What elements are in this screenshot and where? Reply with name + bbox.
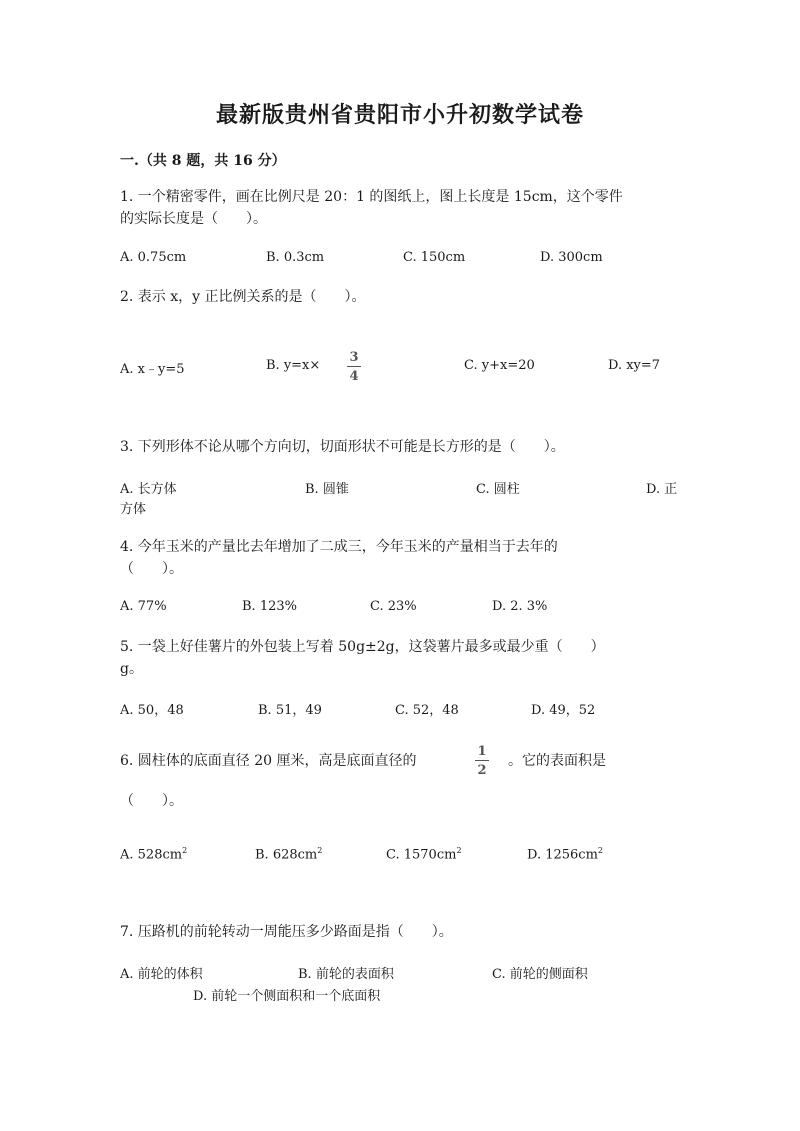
- question-5-option-c: C. 52，48: [395, 703, 459, 718]
- question-2-option-a: A. x﹣y=5: [120, 362, 185, 377]
- question-6-option-a: [120, 846, 187, 862]
- question-7-option-b: B. 前轮的表面积: [298, 967, 394, 982]
- question-5-option-a: A. 50，48: [120, 703, 184, 718]
- page-title: 最新版贵州省贵阳市小升初数学试卷: [215, 102, 584, 128]
- fraction-one-half: [475, 744, 489, 778]
- option-d-text: D. 1256cm: [527, 847, 598, 863]
- question-4-option-c: C. 23%: [370, 599, 417, 614]
- question-2-option-c: C. y+x=20: [464, 358, 535, 373]
- question-1-option-c: C. 150cm: [403, 250, 466, 265]
- question-4-option-b: B. 123%: [242, 599, 297, 614]
- question-1-line-1: 1. 一个精密零件，画在比例尺是 20：1 的图纸上，图上长度是 15cm，这个零件: [120, 189, 623, 205]
- question-5-line-2: g。: [120, 661, 143, 677]
- question-5-option-b: B. 51，49: [258, 703, 322, 718]
- fraction-numerator: 3: [349, 350, 359, 365]
- unit-superscript: 2: [597, 846, 604, 855]
- option-b-text: B. 628cm: [255, 847, 318, 863]
- unit-superscript: 2: [182, 846, 188, 855]
- option-c-text: C. 1570cm: [386, 847, 457, 863]
- question-6-option-b: [255, 846, 322, 862]
- question-1-option-d: D. 300cm: [540, 250, 603, 265]
- question-3-option-a: A. 长方体: [120, 482, 177, 497]
- question-2-text: 2. 表示 x，y 正比例关系的是（ ）。: [120, 289, 366, 305]
- unit-superscript: 2: [456, 846, 462, 855]
- question-7-option-c: C. 前轮的侧面积: [492, 967, 588, 982]
- question-2-option-d: D. xy=7: [608, 358, 661, 373]
- question-1-line-2: 的实际长度是（ ）。: [120, 211, 267, 227]
- question-5-line-1: 5. 一袋上好佳薯片的外包装上写着 50g±2g，这袋薯片最多或最少重（ ）: [120, 639, 605, 655]
- question-1-option-b: B. 0.3cm: [266, 250, 325, 265]
- question-6-option-d: [527, 846, 603, 862]
- question-7-option-d: D. 前轮一个侧面积和一个底面积: [193, 989, 381, 1004]
- question-3-option-c: C. 圆柱: [476, 482, 520, 497]
- question-2-option-b: B. y=x×: [266, 358, 321, 373]
- question-3-option-d-wrap: 方体: [120, 502, 147, 517]
- question-6-option-c: [386, 846, 462, 862]
- fraction-denominator: 4: [349, 369, 359, 384]
- question-3-option-d: D. 正: [646, 482, 678, 497]
- question-6-line-1a: 6. 圆柱体的底面直径 20 厘米，高是底面直径的: [120, 753, 417, 769]
- fraction-denominator: 2: [477, 763, 487, 778]
- question-3-option-b: B. 圆锥: [305, 482, 349, 497]
- fraction-numerator: 1: [477, 744, 487, 759]
- fraction-bar: [347, 366, 361, 367]
- question-5-option-d: D. 49，52: [531, 703, 596, 718]
- question-7-option-a: A. 前轮的体积: [120, 967, 203, 982]
- question-3-text: 3. 下列形体不论从哪个方向切，切面形状不可能是长方形的是（ ）。: [120, 439, 565, 455]
- question-1-option-a: A. 0.75cm: [120, 250, 187, 265]
- question-6-line-2: （ ）。: [120, 793, 183, 809]
- question-4-option-a: A. 77%: [120, 599, 167, 614]
- unit-superscript: 2: [317, 846, 323, 855]
- option-a-text: A. 528cm: [120, 847, 183, 863]
- question-7-text: 7. 压路机的前轮转动一周能压多少路面是指（ ）。: [120, 924, 453, 940]
- section-heading: 一.（共 8 题，共 16 分）: [120, 153, 286, 169]
- fraction-bar: [475, 760, 489, 761]
- question-4-line-2: （ ）。: [120, 561, 183, 577]
- question-6-line-1b: 。它的表面积是: [508, 753, 606, 769]
- question-4-option-d: D. 2. 3%: [492, 599, 548, 614]
- fraction-three-quarters: [347, 350, 361, 384]
- question-4-line-1: 4. 今年玉米的产量比去年增加了二成三，今年玉米的产量相当于去年的: [120, 539, 558, 555]
